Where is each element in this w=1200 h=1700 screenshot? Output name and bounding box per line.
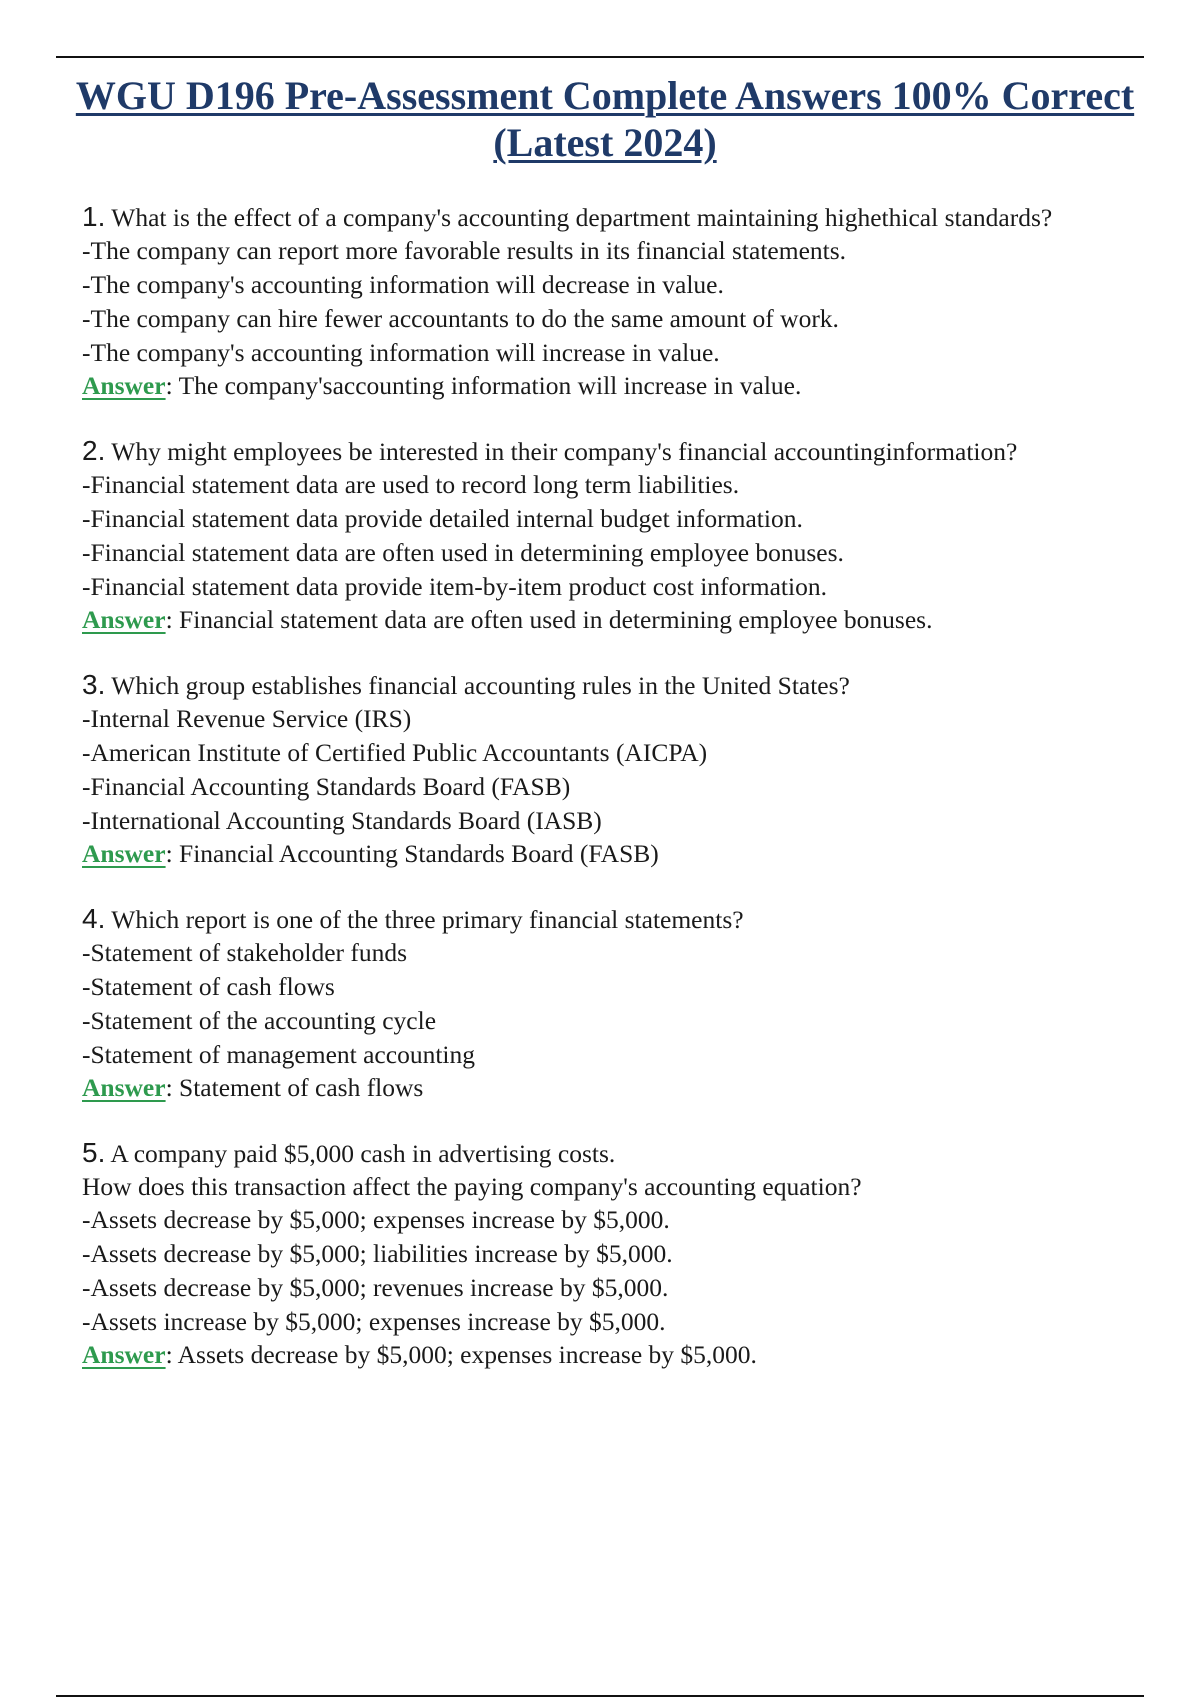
question-stem: Which report is one of the three primary financial statements? (111, 905, 744, 934)
question-stem: Why might employees be interested in their company's financial accountinginformation? (111, 437, 1018, 466)
answer-line (82, 1339, 1162, 1371)
document-title (60, 72, 1150, 166)
answer-label: Answer (82, 371, 166, 400)
option: -Financial statement data are used to record long term liabilities. (82, 470, 740, 499)
option: -Assets decrease by $5,000; liabilities increase by $5,000. (82, 1239, 673, 1268)
option: -The company's accounting information will decrease in value. (82, 270, 724, 299)
answer-line (82, 838, 1162, 870)
answer-line (82, 1072, 1162, 1104)
answer-line (82, 370, 1162, 402)
question-stem: A company paid $5,000 cash in advertising costs. (110, 1139, 616, 1168)
option: -American Institute of Certified Public Accountants (AICPA) (82, 738, 708, 767)
question-number: 2. (82, 435, 106, 466)
option: -International Accounting Standards Board (IASB) (82, 806, 602, 835)
option: -Financial statement data provide detailed internal budget information. (82, 504, 803, 533)
option: -Assets increase by $5,000; expenses increase by $5,000. (82, 1307, 666, 1336)
answer-label: Answer (82, 839, 166, 868)
option: -Assets decrease by $5,000; expenses increase by $5,000. (82, 1205, 670, 1234)
option: -Statement of stakeholder funds (82, 938, 408, 967)
question-3 (82, 668, 1162, 870)
option: -Financial statement data provide item-by-item product cost information. (82, 572, 827, 601)
question-list (82, 200, 1162, 1403)
option: -The company's accounting information will increase in value. (82, 338, 720, 367)
question-number: 4. (82, 903, 106, 934)
question-2 (82, 434, 1162, 636)
answer-text: : Assets decrease by $5,000; expenses increase by $5,000. (165, 1340, 757, 1369)
question-2-text (82, 434, 1162, 468)
option: -Statement of management accounting (82, 1040, 475, 1069)
question-number: 3. (82, 669, 106, 700)
answer-line (82, 604, 1162, 636)
answer-text: : Financial statement data are often used in determining employee bonuses. (165, 605, 933, 634)
question-1 (82, 200, 1162, 402)
question-4 (82, 902, 1162, 1104)
option: -The company can report more favorable results in its financial statements. (82, 236, 847, 265)
question-number: 5. (82, 1137, 106, 1168)
answer-label: Answer (82, 1073, 166, 1102)
question-5-text-line-2: How does this transaction affect the paying company's accounting equation? (82, 1172, 862, 1201)
option: -Statement of the accounting cycle (82, 1006, 437, 1035)
option: -Assets decrease by $5,000; revenues increase by $5,000. (82, 1273, 669, 1302)
top-rule (56, 56, 1144, 58)
question-stem: What is the effect of a company's accounting department maintaining highethical standards? (111, 203, 1053, 232)
answer-text: : The company'saccounting information will increase in value. (165, 371, 802, 400)
question-5 (82, 1136, 1162, 1371)
option: -The company can hire fewer accountants to do the same amount of work. (82, 304, 839, 333)
option: -Statement of cash flows (82, 972, 335, 1001)
question-5-text (82, 1136, 1162, 1170)
option: -Financial statement data are often used in determining employee bonuses. (82, 538, 844, 567)
title-line-1: WGU D196 Pre-Assessment Complete Answers 100% Correct (75, 73, 1135, 118)
question-1-text (82, 200, 1062, 234)
question-stem: Which group establishes financial accounting rules in the United States? (111, 671, 850, 700)
question-number: 1. (82, 201, 106, 232)
bottom-rule (56, 1695, 1144, 1697)
answer-text: : Statement of cash flows (165, 1073, 424, 1102)
question-3-text (82, 668, 1162, 702)
answer-label: Answer (82, 1340, 166, 1369)
title-line-2: (Latest 2024) (493, 120, 717, 165)
question-4-text (82, 902, 1162, 936)
option: -Internal Revenue Service (IRS) (82, 704, 412, 733)
answer-label: Answer (82, 605, 166, 634)
answer-text: : Financial Accounting Standards Board (FASB) (165, 839, 659, 868)
option: -Financial Accounting Standards Board (FASB) (82, 772, 571, 801)
